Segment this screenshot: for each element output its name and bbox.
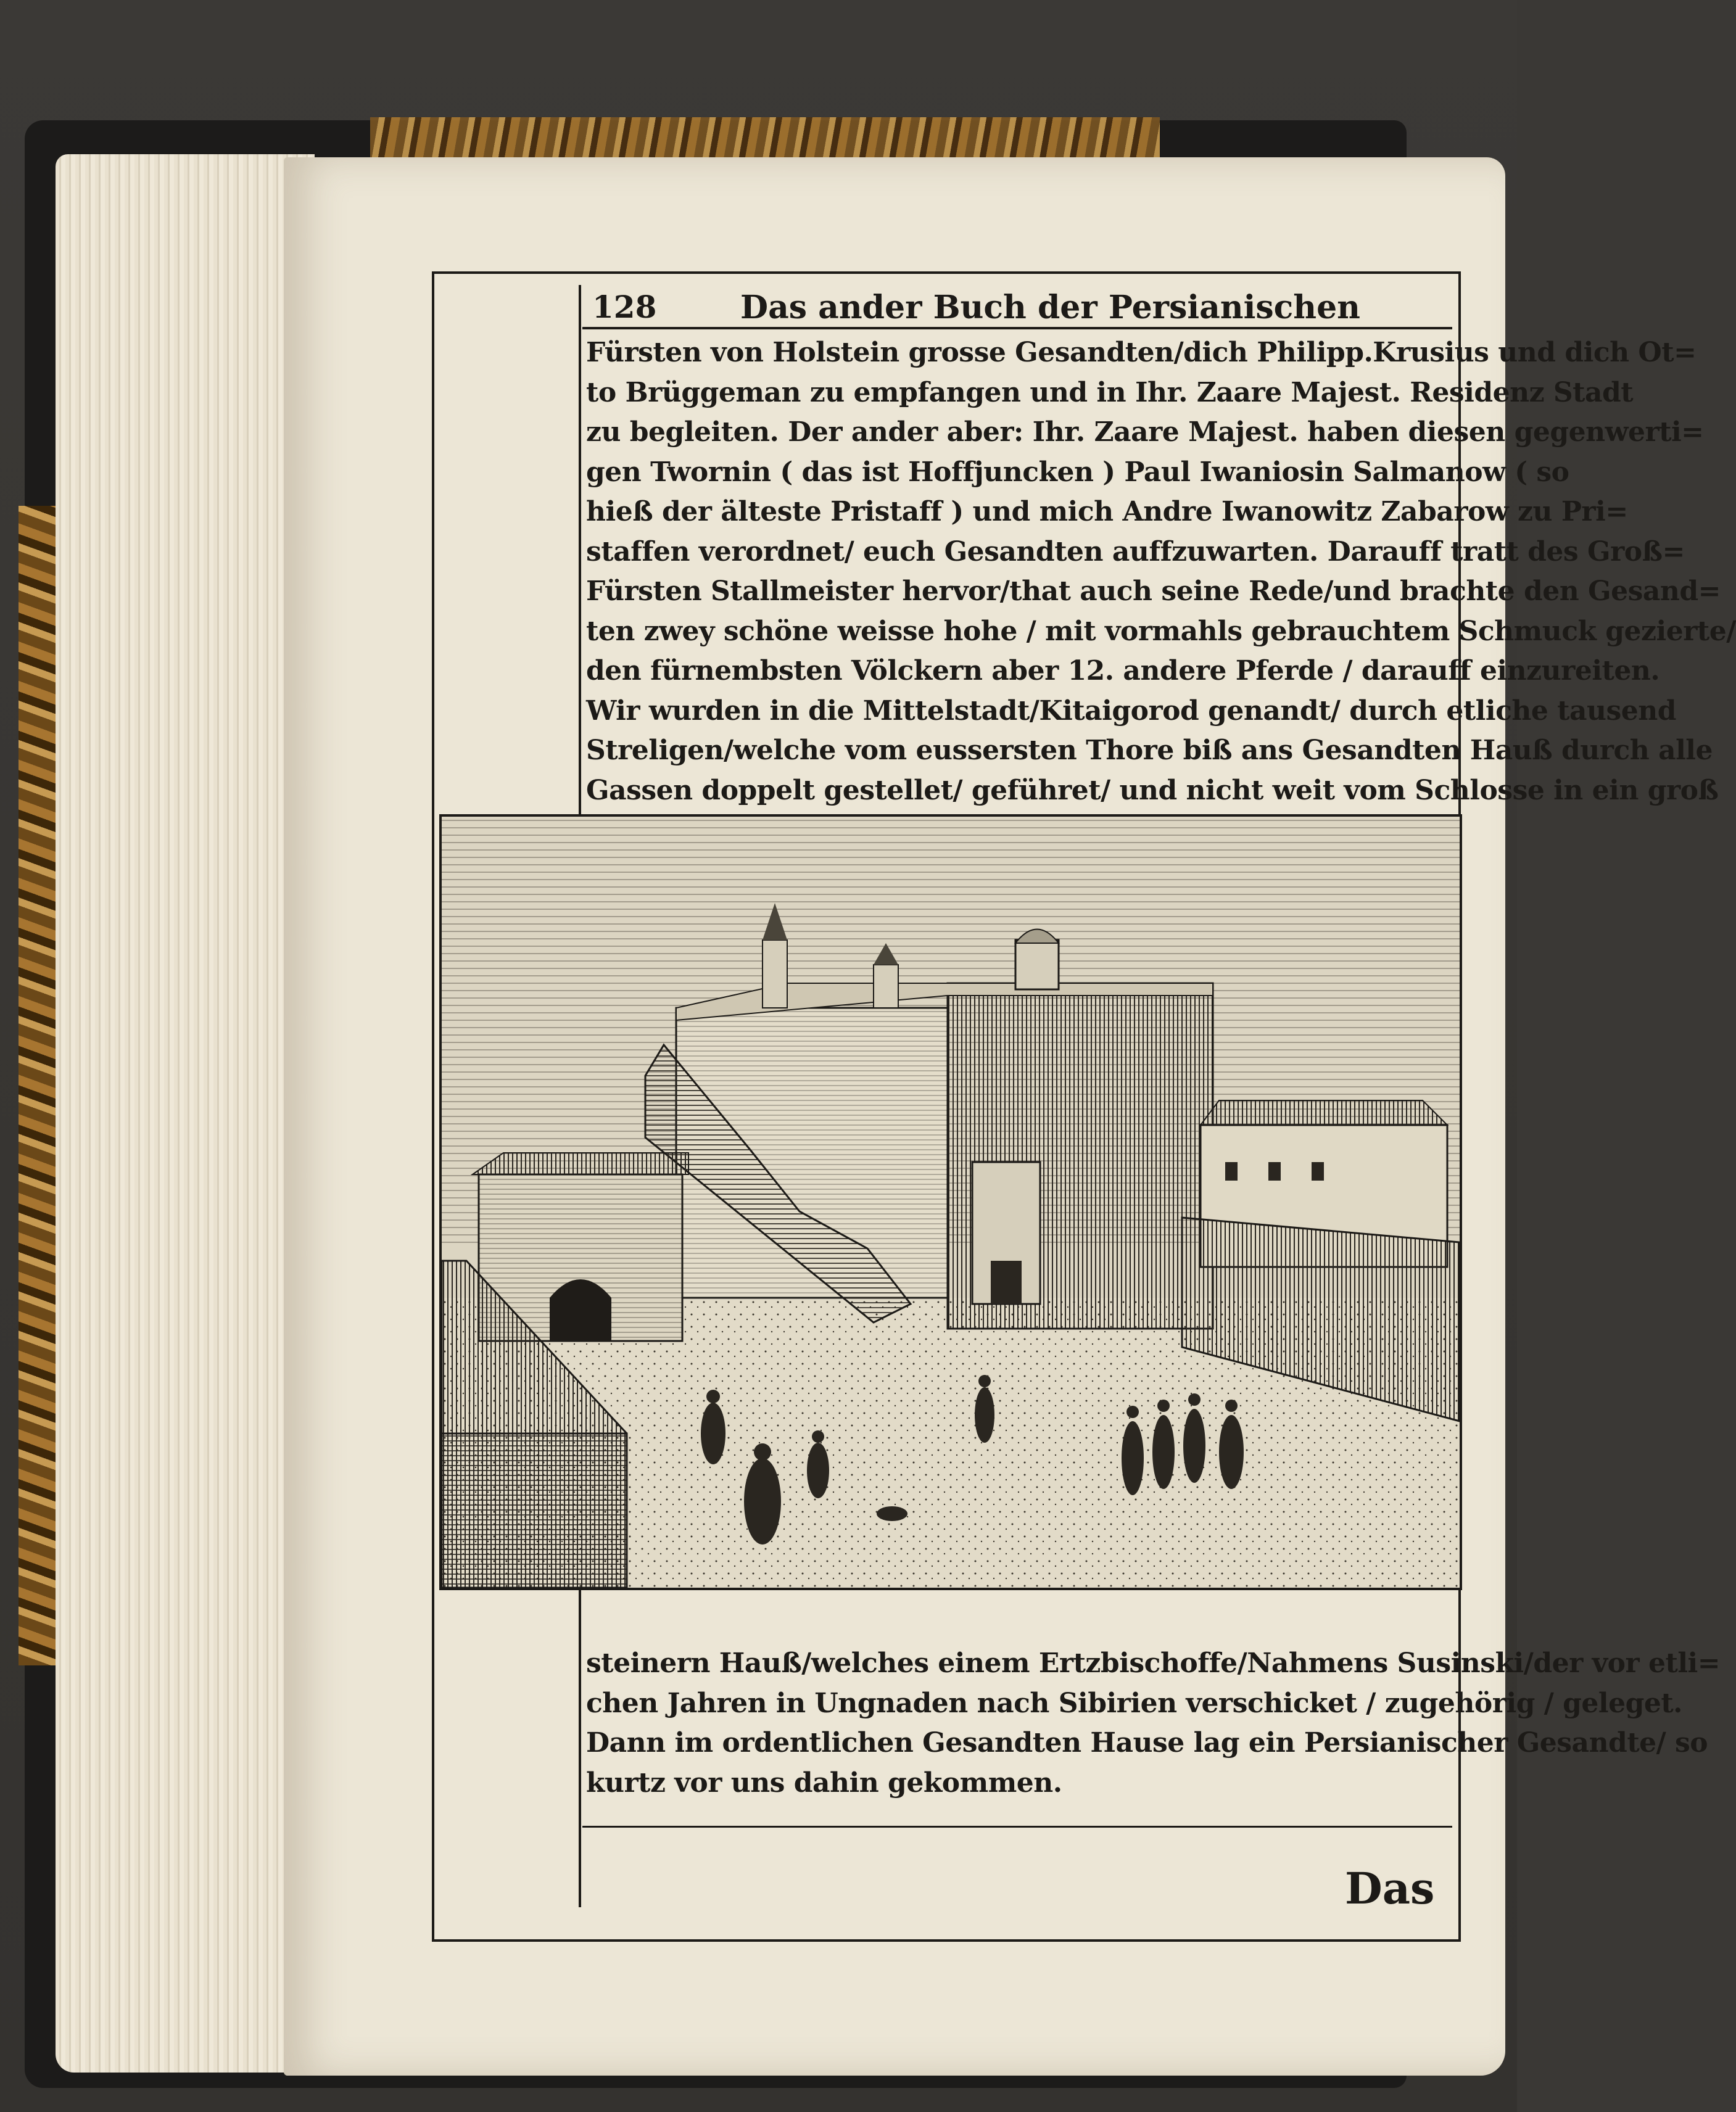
text-line: den fürnembsten Völckern aber 12. andere Pferde / darauff einzureiten. (586, 655, 1660, 687)
text-line: kurtz vor uns dahin gekommen. (586, 1767, 1062, 1799)
text-line: to Brüggeman zu empfangen und in Ihr. Zaare Majest. Residenz Stadt (586, 376, 1634, 408)
text-line: ten zwey schöne weisse hohe / mit vormahls gebrauchtem Schmuck gezierte/ (586, 615, 1736, 647)
text-line: chen Jahren in Ungnaden nach Sibirien verschicket / zugehörig / geleget. (586, 1687, 1683, 1719)
text-line: Streligen/welche vom eussersten Thore biß ans Gesandten Hauß durch alle (586, 735, 1713, 766)
text-line: Gassen doppelt gestellet/ geführet/ und nicht weit vom Schlosse in ein groß (586, 774, 1719, 806)
running-head: Das ander Buch der Persianischen (740, 289, 1360, 326)
header-rule (582, 327, 1452, 329)
text-block-bottom (586, 1644, 1721, 1803)
marbled-edge-top (370, 117, 1160, 160)
text-block-top (586, 333, 1736, 811)
text-line: zu begleiten. Der ander aber: Ihr. Zaare Majest. haben diesen gegenwerti= (586, 416, 1704, 448)
text-line: Wir wurden in die Mittelstadt/Kitaigorod genandt/ durch etliche tausend (586, 695, 1677, 727)
text-line: Dann im ordentlichen Gesandten Hause lag ein Persianischer Gesandte/ so (586, 1727, 1708, 1759)
text-line: Fürsten Stallmeister hervor/that auch seine Rede/und brachte den Gesand= (586, 575, 1721, 607)
footer-rule (582, 1826, 1452, 1828)
text-line: hieß der älteste Pristaff ) und mich Andre Iwanowitz Zabarow zu Pri= (586, 496, 1628, 527)
engraving-illustration (439, 814, 1462, 1590)
text-line: gen Twornin ( das ist Hoffjuncken ) Paul Iwaniosin Salmanow ( so (586, 456, 1569, 488)
catchword: Das (1345, 1863, 1435, 1914)
marbled-edge-side (19, 506, 56, 1665)
page-edges (56, 154, 315, 2073)
text-line: staffen verordnet/ euch Gesandten auffzuwarten. Darauff tratt des Groß= (586, 535, 1685, 567)
page-number: 128 (592, 289, 657, 325)
text-line: steinern Hauß/welches einem Ertzbischoffe/Nahmens Susinski/der vor etli= (586, 1648, 1721, 1679)
text-line: Fürsten von Holstein grosse Gesandten/dich Philipp.Krusius und dich Ot= (586, 337, 1697, 368)
